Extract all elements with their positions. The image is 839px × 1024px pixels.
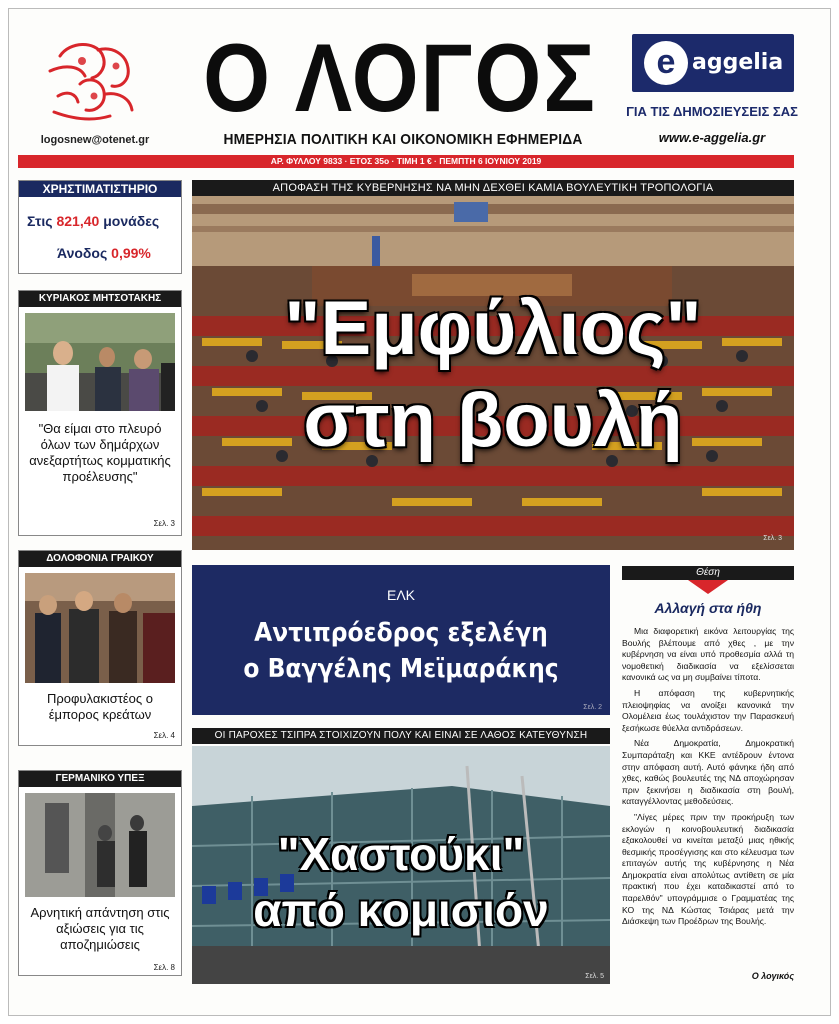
stock-change-value: 0,99% [111,245,151,261]
opinion-label: Θέση [622,566,794,580]
faces-logo-icon [40,36,145,126]
story-header: ΔΟΛΟΦΟΝΙΑ ΓΡΑΙΚΟΥ [19,551,181,567]
opinion-signature: Ο λογικός [751,971,794,981]
story-graikos[interactable] [18,550,182,746]
eaggelia-e-logo: e [644,41,688,85]
eaggelia-brand: aggelia [692,50,784,75]
lead-headline-line2: στη βουλή [303,378,683,463]
elk-kicker: ΕΛΚ [386,587,416,603]
stock-box [18,180,182,274]
opinion-paragraph: "Λίγες μέρες πριν την προκήρυξη των εκλογών η κοινοβουλευτική διαδικασία εξακολουθεί να κινείται μεταξύ μιας ηθικής θεσμικής προσέγγισης και στο κέλευσμα των επιταγών αυτής της κυβέρνησης η Νέα Δημοκρατία είναι απολύτως αντίθετη σε μία πρακτική που έχει καταδικαστεί από το παρελθόν" υπογράμμισε ο Γραμματέας της ΚΟ της ΝΔ Κώστας Τσιάρας μετά την Διάσκεψη των Προέδρων της Βουλής. [622,811,794,927]
page-ref: Σελ. 3 [153,519,175,528]
second-headline-line1: "Χαστούκι" [277,828,525,880]
newspaper-subtitle: ΗΜΕΡΗΣΙΑ ΠΟΛΙΤΙΚΗ ΚΑΙ ΟΙΚΟΝΟΜΙΚΗ ΕΦΗΜΕΡΙΔΑ [223,131,583,148]
lead-band: ΑΠΟΦΑΣΗ ΤΗΣ ΚΥΒΕΡΝΗΣΗΣ ΝΑ ΜΗΝ ΔΕΧΘΕΙ ΚΑΜΙΑ ΒΟΥΛΕΥΤΙΚΗ ΤΡΟΠΟΛΟΓΙΑ [192,180,794,196]
opinion-paragraph: Νέα Δημοκρατία, Δημοκρατική Συμπαράταξη και ΚΚΕ αντέδρουν έντονα στην απόφαση αυτή. Αυτό φάνηκε ήδη από χθες, καθώς βουλευτές της ΝΔ αποχώρησαν πριν ξεκινήσει η διαδικασία στη βουλή, καταγγέλλοντας μεθοδεύσεις. [622,738,794,807]
story-mitsotakis[interactable] [18,290,182,536]
second-band: ΟΙ ΠΑΡΟΧΕΣ ΤΣΙΠΡΑ ΣΤΟΙΧΙΖΟΥΝ ΠΟΛΥ ΚΑΙ ΕΙΝΑΙ ΣΕ ΛΑΘΟΣ ΚΑΤΕΥΘΥΝΣΗ [192,728,610,744]
lead-headline-line1: "Εμφύλιος" [284,286,702,371]
second-headline-line2: από κομισιόν [253,884,549,936]
opinion-title: Αλλαγή στα ήθη [654,600,762,616]
elk-headline-line2: ο Βαγγέλης Μεϊμαράκης [243,654,559,684]
stock-header: ΧΡΗΣΤΙΜΑΤΙΣΤΗΡΙΟ [19,181,181,197]
graikos-photo [25,573,175,683]
stock-line2-prefix: Άνοδος [57,245,108,261]
newspaper-title: Ο ΛΟΓΟΣ [203,24,597,133]
eaggelia-tagline: ΓΙΑ ΤΙΣ ΔΗΜΟΣΙΕΥΣΕΙΣ ΣΑΣ [626,104,798,119]
page-ref: Σελ. 2 [583,704,602,711]
eaggelia-url[interactable]: www.e-aggelia.gr [658,130,766,145]
page-ref: Σελ. 5 [585,973,604,980]
contact-email[interactable]: logosnew@otenet.gr [40,134,150,146]
issue-info: ΑΡ. ΦΥΛΛΟΥ 9833 · ΕΤΟΣ 35ο · ΤΙΜΗ 1 € · ΠΕΜΠΤΗ 6 ΙΟΥΝΙΟΥ 2019 [270,156,542,166]
story-text: "Θα είμαι στο πλευρό όλων των δημάρχων ανεξαρτήτως κομματικής προέλευσης" [29,421,171,484]
page-ref: Σελ. 8 [153,963,175,972]
second-story[interactable] [192,746,610,984]
stock-line1-prefix: Στις [27,213,53,229]
story-header: ΓΕΡΜΑΝΙΚΟ ΥΠΕΞ [19,771,181,787]
story-header: ΚΥΡΙΑΚΟΣ ΜΗΤΣΟΤΑΚΗΣ [19,291,181,307]
opinion-marker [688,580,728,594]
mitsotakis-photo [25,313,175,411]
page-ref: Σελ. 4 [153,731,175,740]
elk-headline-line1: Αντιπρόεδρος εξελέγη [254,618,548,648]
story-ypex[interactable] [18,770,182,976]
eaggelia-ad[interactable] [632,34,794,92]
opinion-paragraph: Η απόφαση της κυβερνητικής πλειοψηφίας να ανοίξει κανονικά την Ολομέλεια έως τουλάχιστον την Παρασκευή ξεσήκωσε θύελλα αντιδράσεων. [622,687,794,733]
lead-story[interactable] [192,196,794,550]
elk-story[interactable] [192,565,610,715]
page-ref: Σελ. 3 [763,535,782,542]
stock-line-1 [27,213,159,229]
story-text: Αρνητική απάντηση στις αξιώσεις για τις αποζημιώσεις [30,905,170,952]
stock-line-2 [57,245,151,261]
parliament-photo [192,196,794,550]
stock-line1-suffix: μονάδες [103,213,160,229]
opinion-paragraph: Μια διαφορετική εικόνα λειτουργίας της Βουλής βλέπουμε από χθες , με την κυβέρνηση να είναι υπό προθεσμία αλλά τη νομοθετική διαδικασία να εξελίσσεται κανονικά ως να μη συμβαίνει τίποτα. [622,626,794,683]
stock-index-value: 821,40 [56,213,100,229]
ypex-photo [25,793,175,897]
story-text: Προφυλακιστέος ο έμπορος κρεάτων [46,691,154,722]
opinion-body [622,626,794,932]
